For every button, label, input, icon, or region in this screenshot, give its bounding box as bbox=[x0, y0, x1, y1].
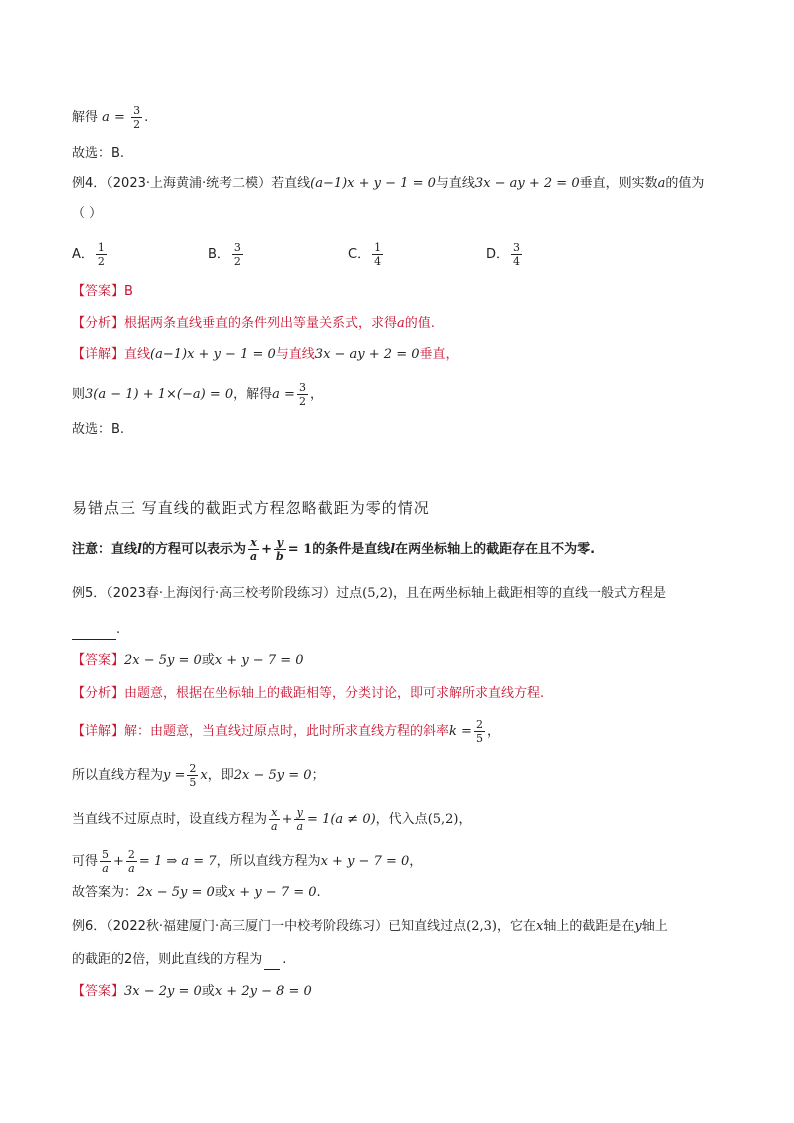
math-expr: (a−1)x + y − 1 = 0 bbox=[310, 176, 436, 191]
fraction: $\frac{3}{2}$ bbox=[133, 104, 141, 131]
answer-blank bbox=[72, 625, 116, 640]
answer-blank bbox=[264, 955, 280, 970]
solution-5d: 故答案为：2x − 5y = 0或x + y − 7 = 0. bbox=[72, 885, 321, 900]
answer-6: 【答案】3x − 2y = 0或x + 2y − 8 = 0 bbox=[72, 984, 312, 999]
solution-5b: 当直线不过原点时，设直线方程为 $\frac{x}{a}$ + $\frac{y}{a}$ = 1(a ≠ 0)，代入点(5,2)， bbox=[72, 806, 472, 833]
choice-4: 故选：B. bbox=[72, 422, 125, 437]
text: 解得 bbox=[72, 110, 99, 125]
answer-paren: （ ） bbox=[72, 206, 103, 221]
section-heading: 易错点三 写直线的截距式方程忽略截距为零的情况 bbox=[72, 499, 430, 517]
option-c: C． $\frac{1}{4}$ bbox=[348, 241, 382, 268]
example-6-question: 例6．（2022秋·福建厦门·高三厦门一中校考阶段练习）已知直线过点(2,3)，它在x轴上的截距是在y轴上 bbox=[72, 919, 668, 934]
option-a: A． $\frac{1}{2}$ bbox=[72, 241, 105, 268]
detail-5: 【详解】解：由题意，当直线过原点时，此时所求直线方程的斜率k = $\frac{2}{5}$ ， bbox=[72, 718, 500, 745]
solution-line: 解得 a = $\frac{3}{2}$ . bbox=[72, 104, 149, 131]
solution-5c: 可得 $\frac{5}{a}$ + $\frac{2}{a}$ = 1 ⇒ a = 7，所以直线方程为x + y − 7 = 0， bbox=[72, 848, 423, 875]
detail-4: 【详解】直线(a−1)x + y − 1 = 0与直线3x − ay + 2 = 0垂直， bbox=[72, 347, 459, 362]
analysis-5: 【分析】由题意，根据在坐标轴上的截距相等，分类讨论，即可求解所求直线方程. bbox=[72, 686, 545, 701]
answer-4: 【答案】B bbox=[72, 284, 133, 299]
option-d: D． $\frac{3}{4}$ bbox=[486, 241, 521, 268]
math-expr: a = bbox=[102, 110, 125, 125]
math-expr: 3x − ay + 2 = 0 bbox=[474, 176, 580, 191]
option-b: B． $\frac{3}{2}$ bbox=[208, 241, 241, 268]
example-4-question: 例4．（2023·上海黄浦·统考二模）若直线(a−1)x + y − 1 = 0与直线3x − ay + 2 = 0垂直，则实数a的值为 bbox=[72, 176, 705, 191]
analysis-4: 【分析】根据两条直线垂直的条件列出等量关系式，求得a的值. bbox=[72, 316, 435, 331]
answer-5: 【答案】2x − 5y = 0或x + y − 7 = 0 bbox=[72, 653, 304, 668]
note-line: 注意：直线l的方程可以表示为 $\frac{x}{a}$ + $\frac{y}{b}$ = 1的条件是直线l在两坐标轴上的截距存在且不为零. bbox=[72, 536, 596, 563]
solution-5a: 所以直线方程为y = $\frac{2}{5}$ x，即2x − 5y = 0； bbox=[72, 762, 325, 789]
example-5-question: 例5．（2023春·上海闵行·高三校考阶段练习）过点(5,2)，且在两坐标轴上截距相等的直线一般式方程是 bbox=[72, 586, 666, 601]
example-6-question-cont: 的截距的2倍，则此直线的方程为 . bbox=[72, 950, 286, 970]
choice-line: 故选：B. bbox=[72, 146, 125, 161]
solution-4: 则3(a − 1) + 1×(−a) = 0，解得a = $\frac{3}{2}$ ， bbox=[72, 381, 323, 408]
example-5-blank: . bbox=[72, 620, 120, 640]
